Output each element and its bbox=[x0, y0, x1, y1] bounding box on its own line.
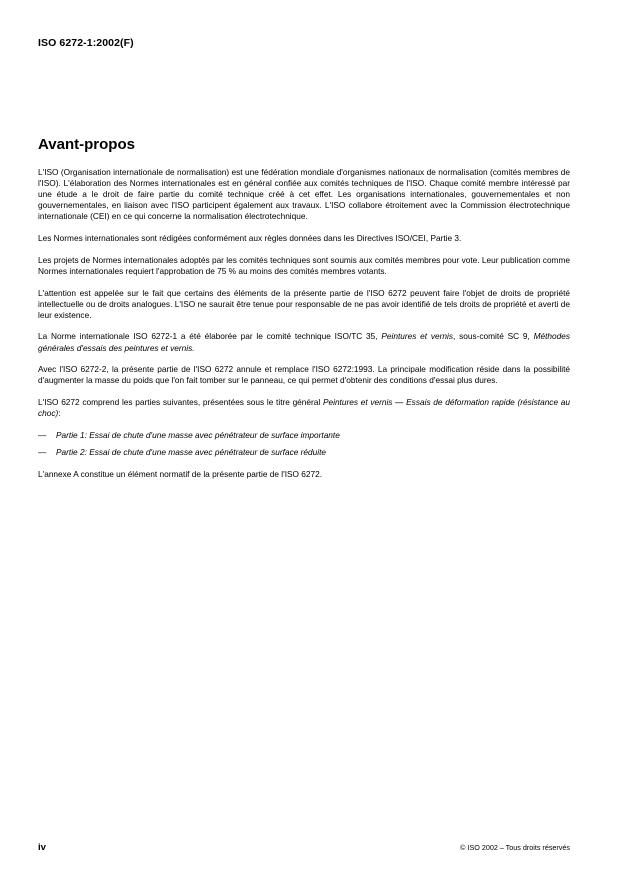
paragraph-annex: L'annexe A constitue un élément normatif de la présente partie de l'ISO 6272. bbox=[38, 469, 323, 480]
paragraph-iso-organisation: L'ISO (Organisation internationale de normalisation) est une fédération mondiale d'organismes nationaux de normalisation (comités membres de l'ISO). L'élaboration des Normes internationales est en général confiée aux comités techniques de l'ISO. Chaque comité membre intéressé par une étude a le droit de faire partie du comité technique créé à cet effet. Les organisations internationales, gouvernementales et non gouvernementales, en liaison avec l'ISO participent également aux travaux. L'ISO collabore étroitement avec la Commission électrotechnique internationale (CEI) en ce qui concerne la normalisation électrotechnique. bbox=[38, 167, 570, 222]
paragraph-committee bbox=[38, 331, 570, 353]
committee-name: Peintures et vernis bbox=[381, 331, 454, 342]
page-title: Avant-propos bbox=[38, 136, 135, 153]
foreword-body bbox=[38, 167, 570, 491]
page-number: iv bbox=[38, 842, 46, 853]
dash-marker: — bbox=[38, 429, 47, 440]
list-item-part-2: Partie 2: Essai de chute d'une masse avec pénétrateur de surface réduite bbox=[56, 447, 327, 458]
dash-marker: — bbox=[38, 447, 47, 458]
paragraph-parts-intro bbox=[38, 397, 570, 419]
parts-intro-text: L'ISO 6272 comprend les parties suivantes, présentées sous le titre général bbox=[38, 396, 323, 407]
paragraph-directives: Les Normes internationales sont rédigées conformément aux règles données dans les Directives ISO/CEI, Partie 3. bbox=[38, 233, 462, 244]
list-item bbox=[38, 447, 570, 458]
document-id-header: ISO 6272-1:2002(F) bbox=[38, 37, 134, 49]
list-item-part-1: Partie 1: Essai de chute d'une masse avec pénétrateur de surface importante bbox=[56, 429, 340, 440]
committee-text-a: La Norme internationale ISO 6272-1 a été élaborée par le comité technique ISO/TC 35, bbox=[38, 331, 382, 342]
list-item bbox=[38, 430, 570, 441]
copyright-notice: © ISO 2002 – Tous droits réservés bbox=[460, 843, 570, 852]
committee-text-c: , sous-comité SC 9, bbox=[453, 331, 534, 342]
paragraph-patent-rights: L'attention est appelée sur le fait que certains des éléments de la présente partie de l'ISO 6272 peuvent faire l'objet de droits de propriété intellectuelle ou de droits analogues. L'ISO ne saurait être tenue pour responsable de ne pas avoir identifié de tels droits de propriété et averti de leur existence. bbox=[38, 287, 570, 320]
paragraph-replacement: Avec l'ISO 6272-2, la présente partie de l'ISO 6272 annule et remplace l'ISO 6272:1993. La principale modification réside dans la possibilité d'augmenter la masse du poids que l'on fait tomber sur le panneau, ce qui permet d'obtenir des conditions d'essai plus dures. bbox=[38, 364, 570, 386]
paragraph-voting: Les projets de Normes internationales adoptés par les comités techniques sont soumis aux comités membres pour vote. Leur publication comme Normes internationales requiert l'approbation de 75 % au moins des comités membres votants. bbox=[38, 254, 570, 276]
subcommittee-name: Méthodes générales d'essais des peintures et vernis. bbox=[38, 331, 571, 353]
general-title: Peintures et vernis — Essais de déformation rapide (résistance au choc) bbox=[38, 396, 570, 419]
parts-intro-colon: : bbox=[58, 408, 61, 419]
